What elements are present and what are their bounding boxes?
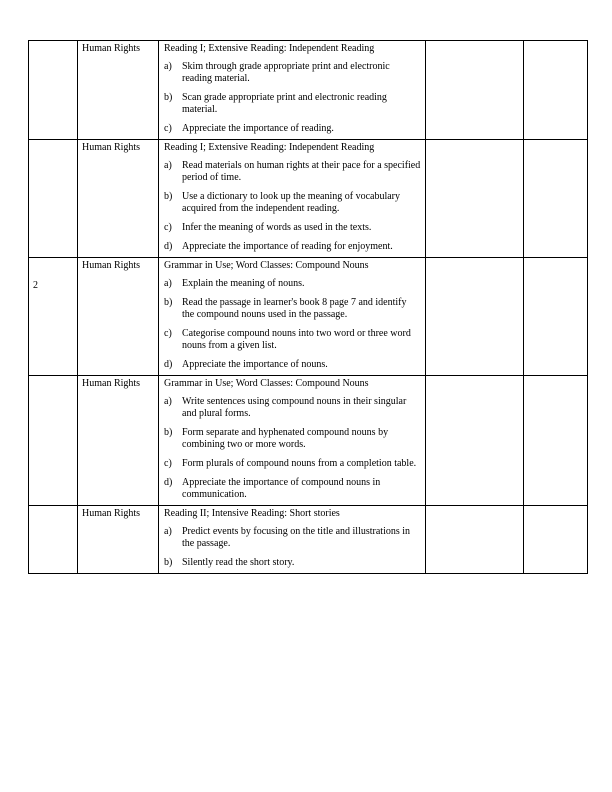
table-row [29, 376, 588, 506]
outcome-text: Form separate and hyphenated compound nouns by combining two or more words. [182, 427, 389, 450]
outcome-item [164, 477, 421, 501]
theme-label: Human Rights [82, 260, 141, 271]
outcome-marker: b) [164, 191, 173, 202]
outcome-item [164, 123, 421, 135]
outcome-text: Predict events by focusing on the title and illustrations in the passage. [182, 526, 411, 549]
scheme-of-work-table [28, 40, 588, 574]
outcome-text: Scan grade appropriate print and electronic reading material. [182, 92, 387, 115]
outcome-item [164, 359, 421, 371]
outcome-marker: a) [164, 526, 172, 537]
outcome-text: Appreciate the importance of reading. [182, 123, 334, 134]
outcome-text: Infer the meaning of words as used in the texts. [182, 222, 372, 233]
empty-cell [524, 258, 588, 376]
outcome-item [164, 61, 421, 85]
outcome-item [164, 328, 421, 352]
empty-cell [426, 258, 524, 376]
lesson-title: Reading I; Extensive Reading: Independent Reading [164, 142, 375, 153]
outcome-item [164, 92, 421, 116]
theme-label: Human Rights [82, 508, 141, 519]
outcome-marker: a) [164, 278, 172, 289]
outcome-marker: c) [164, 458, 172, 469]
outcome-text: Silently read the short story. [182, 557, 295, 568]
outcome-marker: c) [164, 222, 172, 233]
outcome-text: Form plurals of compound nouns from a completion table. [182, 458, 417, 469]
theme-cell [78, 140, 159, 258]
content-cell [159, 140, 426, 258]
outcome-list [164, 396, 421, 501]
empty-cell [524, 41, 588, 140]
outcome-list [164, 160, 421, 253]
empty-cell [426, 41, 524, 140]
outcome-text: Categorise compound nouns into two word or three word nouns from a given list. [182, 328, 411, 351]
outcome-marker: b) [164, 92, 173, 103]
outcome-marker: a) [164, 396, 172, 407]
content-cell [159, 376, 426, 506]
outcome-list [164, 61, 421, 135]
empty-cell [524, 376, 588, 506]
outcome-text: Skim through grade appropriate print and electronic reading material. [182, 61, 390, 84]
outcome-marker: d) [164, 477, 173, 488]
theme-label: Human Rights [82, 142, 141, 153]
outcome-marker: c) [164, 328, 172, 339]
outcome-list [164, 278, 421, 371]
table-row [29, 258, 588, 376]
outcome-item [164, 458, 421, 470]
outcome-text: Explain the meaning of nouns. [182, 278, 305, 289]
content-cell [159, 506, 426, 574]
outcome-marker: d) [164, 241, 173, 252]
outcome-item [164, 427, 421, 451]
outcome-text: Write sentences using compound nouns in their singular and plural forms. [182, 396, 407, 419]
outcome-text: Appreciate the importance of compound nouns in communication. [182, 477, 381, 500]
empty-cell [426, 376, 524, 506]
outcome-marker: b) [164, 557, 173, 568]
outcome-item [164, 160, 421, 184]
theme-label: Human Rights [82, 43, 141, 54]
outcome-marker: d) [164, 359, 173, 370]
scheme-table-body [29, 41, 588, 574]
outcome-text: Appreciate the importance of nouns. [182, 359, 328, 370]
empty-cell [524, 506, 588, 574]
outcome-item [164, 297, 421, 321]
week-label: 2 [33, 280, 38, 291]
outcome-text: Read materials on human rights at their pace for a specified period of time. [182, 160, 421, 183]
outcome-marker: b) [164, 427, 173, 438]
week-cell [29, 258, 78, 376]
outcome-item [164, 396, 421, 420]
content-cell [159, 258, 426, 376]
outcome-item [164, 557, 421, 569]
outcome-item [164, 526, 421, 550]
outcome-list [164, 526, 421, 569]
theme-cell [78, 506, 159, 574]
outcome-marker: a) [164, 160, 172, 171]
outcome-marker: a) [164, 61, 172, 72]
table-row [29, 140, 588, 258]
empty-cell [524, 140, 588, 258]
theme-label: Human Rights [82, 378, 141, 389]
lesson-title: Grammar in Use; Word Classes: Compound Nouns [164, 260, 369, 271]
lesson-title: Grammar in Use; Word Classes: Compound Nouns [164, 378, 369, 389]
outcome-text: Use a dictionary to look up the meaning of vocabulary acquired from the independent reading. [182, 191, 400, 214]
empty-cell [426, 506, 524, 574]
theme-cell [78, 258, 159, 376]
outcome-text: Read the passage in learner's book 8 page 7 and identify the compound nouns used in the passage. [182, 297, 407, 320]
table-row [29, 506, 588, 574]
outcome-marker: c) [164, 123, 172, 134]
outcome-item [164, 222, 421, 234]
theme-cell [78, 376, 159, 506]
empty-cell [426, 140, 524, 258]
week-cell [29, 506, 78, 574]
content-cell [159, 41, 426, 140]
outcome-item [164, 191, 421, 215]
theme-cell [78, 41, 159, 140]
table-row [29, 41, 588, 140]
week-cell [29, 376, 78, 506]
outcome-marker: b) [164, 297, 173, 308]
outcome-text: Appreciate the importance of reading for enjoyment. [182, 241, 393, 252]
lesson-title: Reading II; Intensive Reading: Short stories [164, 508, 340, 519]
outcome-item [164, 241, 421, 253]
week-cell [29, 140, 78, 258]
week-cell [29, 41, 78, 140]
outcome-item [164, 278, 421, 290]
lesson-title: Reading I; Extensive Reading: Independent Reading [164, 43, 375, 54]
